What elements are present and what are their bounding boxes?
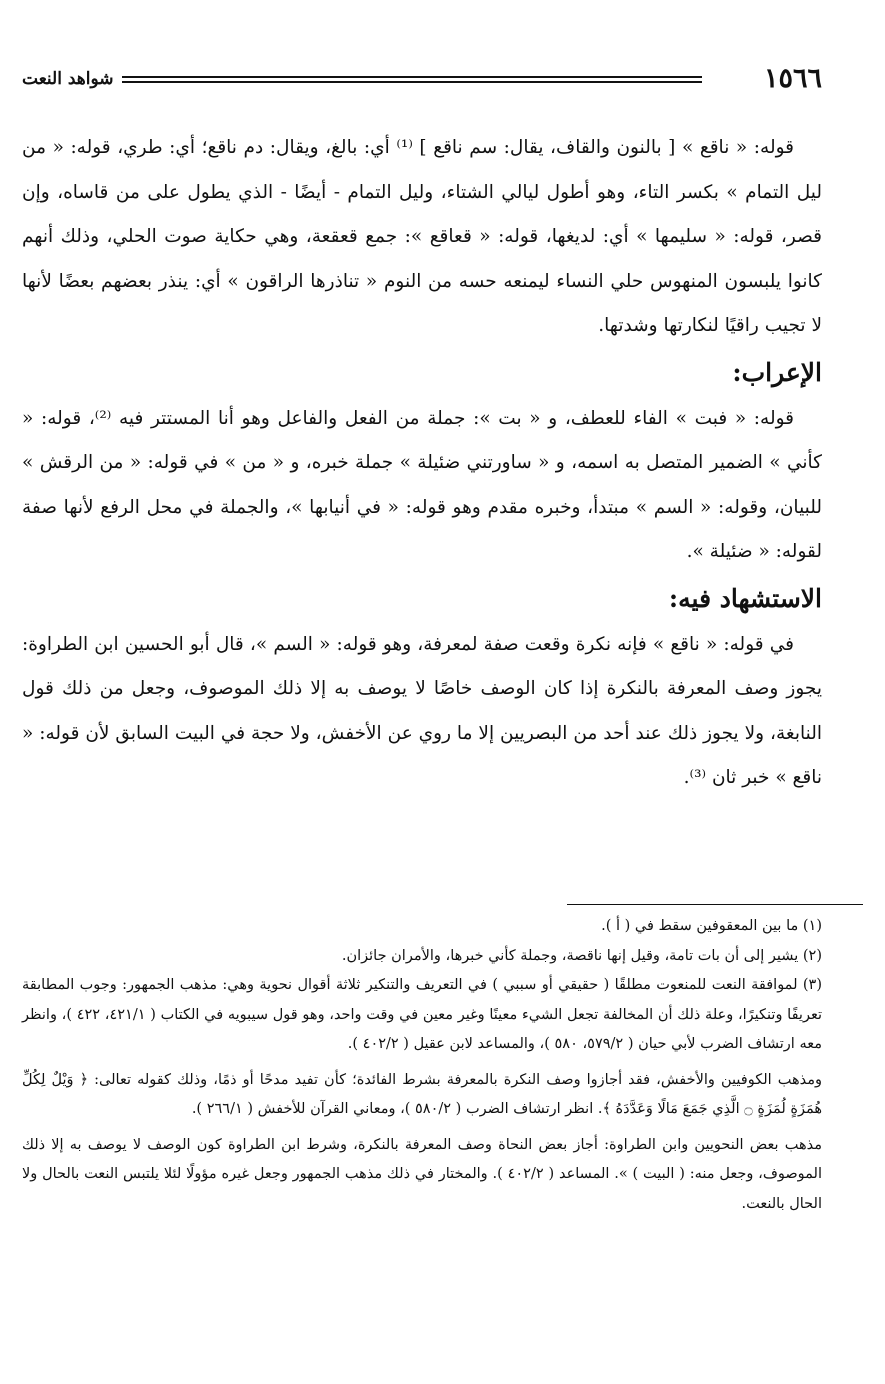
page-number: ١٥٦٦ [763,63,822,94]
istishhad-heading: الاستشهاد فيه: [668,583,822,613]
footnote-separator [567,904,863,905]
footnote-1: (١) ما بين المعقوفين سقط في ( أ ). [601,918,822,934]
main-text [22,126,822,801]
commentary-paragraph: قوله: « ناقع » [ بالنون والقاف، يقال: سم ناقع ] ⁽¹⁾ أي: بالغ، ويقال: دم ناقع؛ أي: طري، قوله: « من ليل التمام » بكسر التاء، وهو أطول ليالي الشتاء، وليل التمام - أيضًا - الذي يطول على من قاساه، وإن قصر، قوله: « سليمها » أي: لديغها، قوله: « قعاقع »: جمع قعقعة، وهي حكاية صوت الحلي، وذلك أنهم كانوا يلبسون المنهوس حلي النساء ليمنعه حسه من النوم « تناذرها الراقون » أي: ينذر بعضهم بعضًا لأنها لا تجيب راقيًا لنكارتها وشدتها. [22,137,822,336]
footnote-3-continued-2: مذهب بعض النحويين وابن الطراوة: أجاز بعض النحاة وصف المعرفة بالنكرة، وشرط ابن الطراوة كون الوصف لا يوصف به إلا ذلك الموصوف، وجعل منه: ( البيت ) ». المساعد ( ٤٠٢/٢ ). والمختار في ذلك مذهب الجمهور وجعل غيره مؤولًا لئلا يلتبس النعت بالحال ولا الحال بالنعت. [22,1136,822,1212]
i3rab-paragraph: قوله: « فبت » الفاء للعطف، و « بت »: جملة من الفعل والفاعل وهو أنا المستتر فيه ⁽²⁾، قوله: « كأني » الضمير المتصل به اسمه، و « ساورتني ضئيلة » جملة خبره، و « من » في قوله: « من الرقش » للبيان، وقوله: « السم » مبتدأ، وخبره مقدم وهو قوله: « في أنيابها »، والجملة في محل الرفع لأنها صفة لقوله: « ضئيلة ». [22,407,822,562]
page-header [22,62,822,102]
istishhad-paragraph: في قوله: « ناقع » فإنه نكرة وقعت صفة لمعرفة، وهو قوله: « السم »، قال أبو الحسين ابن الطراوة: يجوز وصف المعرفة بالنكرة إذا كان الوصف خاصًا لا يوصف به إلا ذلك الموصوف، وجعل من ذلك قول النابغة، ولا يجوز ذلك عند أحد من البصريين إلا ما روي عن الأخفش، ولا حجة في البيت السابق لأن قوله: « ناقع » خبر ثان ⁽³⁾. [22,633,822,788]
footnote-3-continued: ومذهب الكوفيين والأخفش، فقد أجازوا وصف النكرة بالمعرفة بشرط الفائدة؛ كأن تفيد مدحًا أو ذمًا، وذلك كقوله تعالى: ﴿ وَيْلٌ لِكُلِّ هُمَزَةٍ لُمَزَةٍ ۝ الَّذِي جَمَعَ مَالًا وَعَدَّدَهُ ﴾. انظر ارتشاف الضرب ( ٥٨٠/٢ )، ومعاني القرآن للأخفش ( ٢٦٦/١ ). [22,1071,822,1117]
footnotes [22,912,822,1219]
running-title: شواهد النعت [22,69,114,89]
i3rab-heading: الإعراب: [732,357,822,387]
footnote-2: (٢) يشير إلى أن بات تامة، وقيل إنها ناقصة، وجملة كأني خبرها، والأمران جائزان. [341,947,822,964]
header-double-rule [122,76,702,83]
footnote-3: (٣) لموافقة النعت للمنعوت مطلقًا ( حقيقي أو سببي ) في التعريف والتنكير ثلاثة أقوال نحوية وهي: مذهب الجمهور: وجوب المطابقة تعريفًا وتنكيرًا، وعلة ذلك أن المخالفة تجعل الشيء معينًا وغير معين في وقت واحد، وهو قول سيبويه في الكتاب ( ٤٢١/١، ٤٢٢ )، وانظر معه ارتشاف الضرب لأبي حيان ( ٥٧٩/٢، ٥٨٠ )، والمساعد لابن عقيل ( ٤٠٢/٢ ). [22,977,822,1052]
